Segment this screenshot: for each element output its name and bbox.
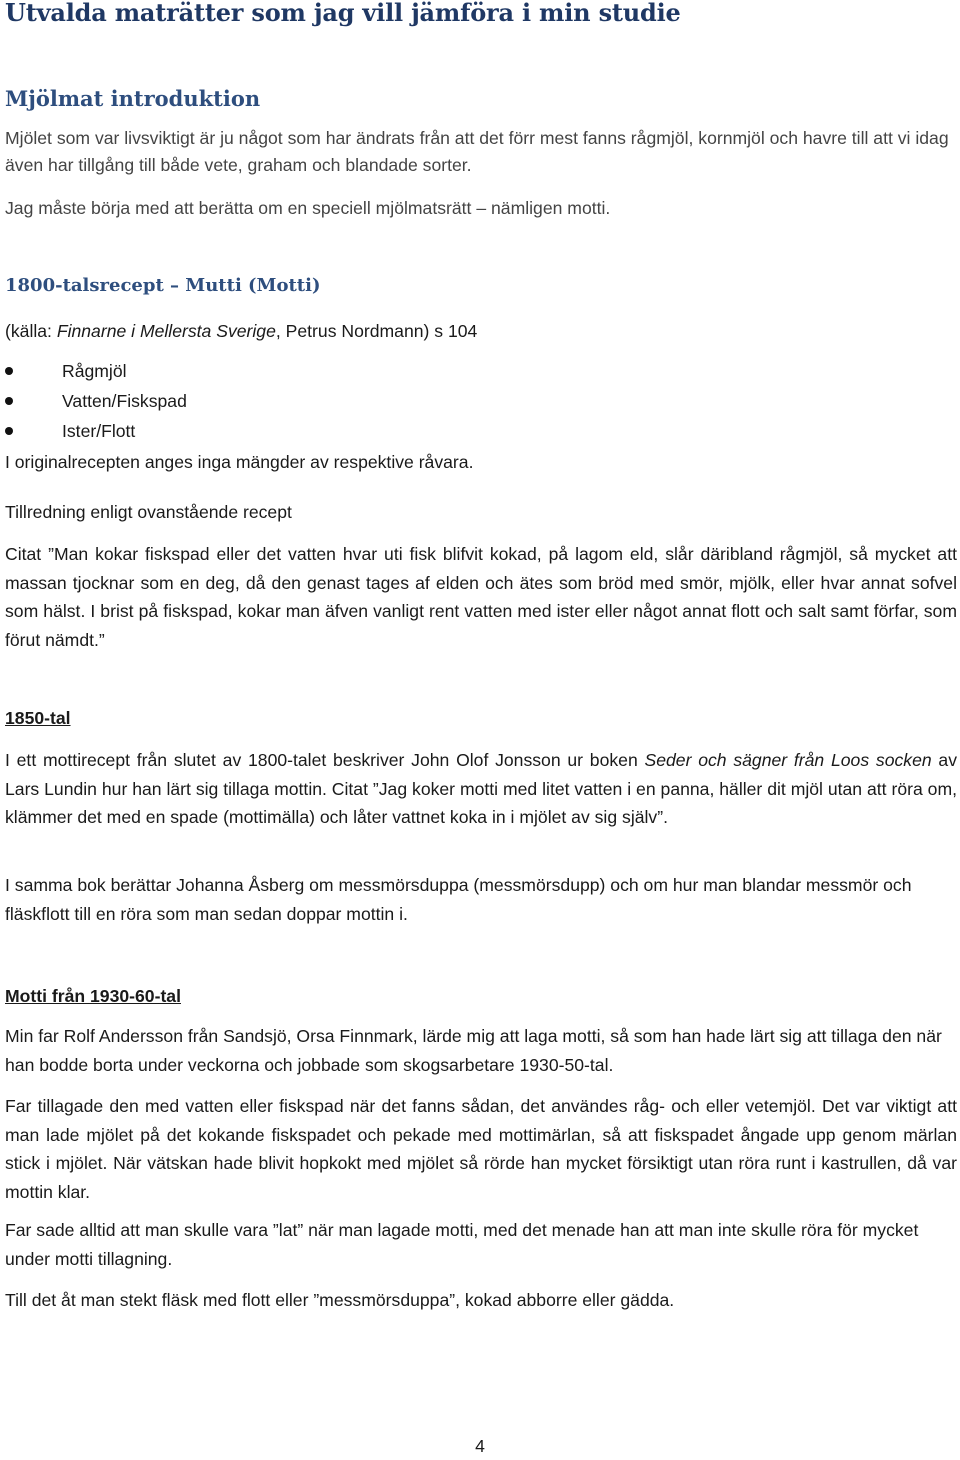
section-1930-paragraph-1: Min far Rolf Andersson från Sandsjö, Orsa Finnmark, lärde mig att laga motti, så som han hade lärt sig att tillaga den när han bodde borta under veckorna och jobbade som skogsarbetare 1930-50-tal. bbox=[5, 1026, 942, 1075]
ingredient-item: Rågmjöl bbox=[5, 356, 187, 386]
paragraph-text: av Lars Lundin hur han lärt sig tillaga mottin. Citat ”Jag koker motti med litet vatten i en panna, häller dit mjöl utan att röra om, klämmer det med en spade (mottimälla) och låter vattnet koka in i mjölet av sig själv”. bbox=[5, 750, 957, 828]
paragraph-text: I ett mottirecept från slutet av 1800-talet beskriver John Olof Jonsson ur boken bbox=[5, 750, 645, 770]
quantity-note: I originalrecepten anges inga mängder av respektive råvara. bbox=[5, 452, 474, 472]
source-book-title: Finnarne i Mellersta Sverige bbox=[56, 321, 276, 341]
section-1930-paragraph-4: Till det åt man stekt fläsk med flott eller ”messmörsduppa”, kokad abborre eller gädda. bbox=[5, 1290, 675, 1310]
document-title: Utvalda maträtter som jag vill jämföra i min studie bbox=[5, 0, 681, 27]
preparation-heading: Tillredning enligt ovanstående recept bbox=[5, 502, 292, 522]
section-1850-paragraph-2: I samma bok berättar Johanna Åsberg om messmörsduppa (messmörsdupp) och om hur man blandar messmör och fläskflott till en röra som man sedan doppar mottin i. bbox=[5, 875, 912, 924]
intro-paragraph-2: Jag måste börja med att berätta om en speciell mjölmatsrätt – nämligen motti. bbox=[5, 198, 611, 218]
intro-heading: Mjölmat introduktion bbox=[5, 86, 261, 111]
ingredient-item: Vatten/Fiskspad bbox=[5, 386, 187, 416]
recipe-quote: Citat ”Man kokar fiskspad eller det vatten hvar uti fisk blifvit kokad, på lagom eld, slår däribland rågmjöl, så mycket att massan tjocknar som en deg, då den genast tages af elden och ätes som bröd med smör, mjölk, eller hvar annat sofvel som hälst. I brist på fiskspad, kokar man äfven vanligt rent vatten med ister eller något annat flott och salt samt förfar, som förut nämdt.” bbox=[5, 544, 957, 650]
section-1930-paragraph-3: Far sade alltid att man skulle vara ”lat” när man lagade motti, med det menade han att man inte skulle röra för mycket under motti tillagning. bbox=[5, 1220, 919, 1269]
section-1850-heading: 1850-tal bbox=[5, 708, 71, 728]
intro-paragraph-1: Mjölet som var livsviktigt är ju något som har ändrats från att det förr mest fanns rågmjöl, kornmjöl och havre till att vi idag även har tillgång till både vete, graham och blandade sorter. bbox=[5, 128, 949, 175]
recipe-source bbox=[5, 317, 957, 346]
recipe-1800-heading: 1800-talsrecept – Mutti (Motti) bbox=[5, 275, 321, 296]
section-1930-paragraph-2: Far tillagade den med vatten eller fiskspad när det fanns sådan, det användes råg- och eller vetemjöl. Det var viktigt att man lade mjölet på det kokande fiskspadet och pekade med mottimärlan, så att fiskspadet ångade upp genom märlan stick i mjölet. När vätskan hade blivit hopkokt med mjölet så rörde han mycket försiktigt utan röra runt i kastrullen, då var mottin klar. bbox=[5, 1096, 957, 1202]
page-number: 4 bbox=[475, 1436, 485, 1456]
section-1850-paragraph-1 bbox=[5, 746, 957, 832]
source-prefix: (källa: bbox=[5, 321, 57, 341]
ingredient-list bbox=[5, 356, 187, 446]
book-title: Seder och sägner från Loos socken bbox=[644, 750, 932, 770]
section-1930-heading: Motti från 1930-60-tal bbox=[5, 986, 181, 1006]
source-suffix: , Petrus Nordmann) s 104 bbox=[275, 321, 478, 341]
ingredient-item: Ister/Flott bbox=[5, 416, 187, 446]
